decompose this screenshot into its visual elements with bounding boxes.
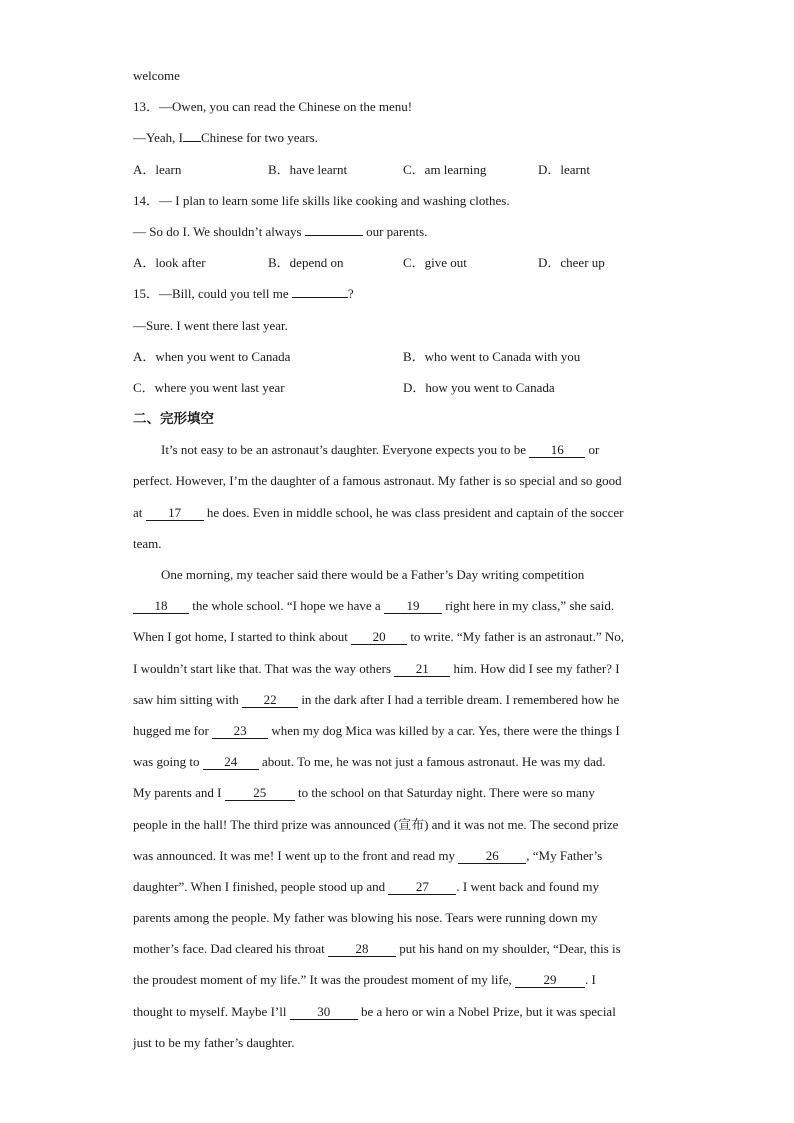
- question-prompt: — I plan to learn some life skills like cooking and washing clothes.: [159, 192, 510, 208]
- option-d[interactable]: D．how you went to Canada: [403, 379, 555, 395]
- cloze-blank-23[interactable]: 23: [212, 723, 268, 739]
- answer-blank[interactable]: [292, 297, 348, 298]
- passage-line: thought to myself. Maybe I’ll 30 be a hero or win a Nobel Prize, but it was special: [133, 1003, 616, 1019]
- cloze-blank-30[interactable]: 30: [290, 1004, 358, 1020]
- option-d[interactable]: D．cheer up: [538, 255, 605, 271]
- passage-line: saw him sitting with 22 in the dark after I had a terrible dream. I remembered how he: [133, 691, 620, 707]
- section-title: 二、完形填空: [133, 411, 214, 428]
- option-b[interactable]: B．have learnt: [268, 161, 348, 177]
- option-c[interactable]: C．give out: [403, 255, 467, 271]
- passage-line: It’s not easy to be an astronaut’s daughter. Everyone expects you to be 16 or: [161, 442, 600, 458]
- passage-line: One morning, my teacher said there would be a Father’s Day writing competition: [161, 567, 585, 582]
- option-a[interactable]: A．learn: [133, 161, 182, 177]
- passage-line: just to be my father’s daughter.: [133, 1034, 295, 1050]
- cloze-blank-17[interactable]: 17: [146, 505, 204, 521]
- question-15-prompt: 15．—Bill, could you tell me ?: [133, 286, 354, 302]
- question-15-reply: —Sure. I went there last year.: [133, 317, 288, 333]
- cloze-blank-18[interactable]: 18: [133, 598, 189, 614]
- question-14-options: [133, 251, 673, 282]
- option-b[interactable]: B．depend on: [268, 255, 344, 271]
- question-number: 13．: [133, 99, 160, 115]
- option-c[interactable]: C．am learning: [403, 161, 487, 177]
- cloze-blank-26[interactable]: 26: [458, 848, 526, 864]
- question-prompt: —Owen, you can read the Chinese on the menu!: [159, 99, 413, 115]
- cloze-blank-20[interactable]: 20: [351, 629, 407, 645]
- question-15-options-row1: [133, 345, 673, 376]
- question-14-prompt: [133, 189, 673, 220]
- passage-line: When I got home, I started to think about 20 to write. “My father is an astronaut.” No,: [133, 629, 625, 645]
- passage-line: perfect. However, I’m the daughter of a famous astronaut. My father is so special and so good: [133, 473, 622, 489]
- answer-blank[interactable]: [183, 141, 201, 142]
- passage-line: hugged me for 23 when my dog Mica was killed by a car. Yes, there were the things I: [133, 722, 620, 738]
- option-b[interactable]: B．who went to Canada with you: [403, 348, 581, 364]
- cloze-blank-22[interactable]: 22: [242, 692, 298, 708]
- question-13-reply: —Yeah, I Chinese for two years.: [133, 130, 318, 146]
- cloze-blank-16[interactable]: 16: [529, 442, 585, 458]
- option-a[interactable]: A．when you went to Canada: [133, 348, 291, 364]
- passage-line: was announced. It was me! I went up to the front and read my 26 , “My Father’s: [133, 847, 603, 863]
- cloze-blank-24[interactable]: 24: [203, 754, 259, 770]
- cloze-blank-21[interactable]: 21: [394, 661, 450, 677]
- question-number: 14．: [133, 192, 160, 208]
- answer-blank[interactable]: [305, 235, 363, 236]
- passage-line: people in the hall! The third prize was announced (宣布) and it was not me. The second prize: [133, 816, 619, 832]
- passage-line: the proudest moment of my life.” It was the proudest moment of my life, 29 . I: [133, 972, 596, 988]
- top-word: welcome: [133, 68, 180, 83]
- cloze-blank-19[interactable]: 19: [384, 598, 442, 614]
- passage-line: parents among the people. My father was blowing his nose. Tears were running down my: [133, 910, 598, 926]
- passage-line: mother’s face. Dad cleared his throat 28 put his hand on my shoulder, “Dear, this is: [133, 941, 621, 957]
- cloze-blank-25[interactable]: 25: [225, 785, 295, 801]
- question-13-prompt: [133, 95, 673, 126]
- question-13-options: [133, 158, 673, 189]
- cloze-blank-28[interactable]: 28: [328, 941, 396, 957]
- passage-line: team.: [133, 535, 162, 551]
- option-c[interactable]: C．where you went last year: [133, 379, 285, 395]
- cloze-blank-27[interactable]: 27: [388, 879, 456, 895]
- passage-line: daughter”. When I finished, people stood up and 27 . I went back and found my: [133, 878, 599, 894]
- option-d[interactable]: D．learnt: [538, 161, 590, 177]
- document-content: [133, 64, 673, 1062]
- passage-line: was going to 24 about. To me, he was not just a famous astronaut. He was my dad.: [133, 754, 606, 770]
- question-14-reply: — So do I. We shouldn’t always our parents.: [133, 223, 428, 239]
- option-a[interactable]: A．look after: [133, 255, 206, 271]
- question-15-options-row2: [133, 376, 673, 407]
- passage-line: I wouldn’t start like that. That was the way others 21 him. How did I see my father? I: [133, 660, 620, 676]
- passage-line: 18 the whole school. “I hope we have a 19 right here in my class,” she said.: [133, 594, 673, 625]
- passage-line: at 17 he does. Even in middle school, he was class president and captain of the soccer: [133, 504, 624, 520]
- cloze-blank-29[interactable]: 29: [515, 972, 585, 988]
- passage-line: My parents and I 25 to the school on that Saturday night. There were so many: [133, 785, 595, 801]
- question-number: 15．: [133, 286, 160, 302]
